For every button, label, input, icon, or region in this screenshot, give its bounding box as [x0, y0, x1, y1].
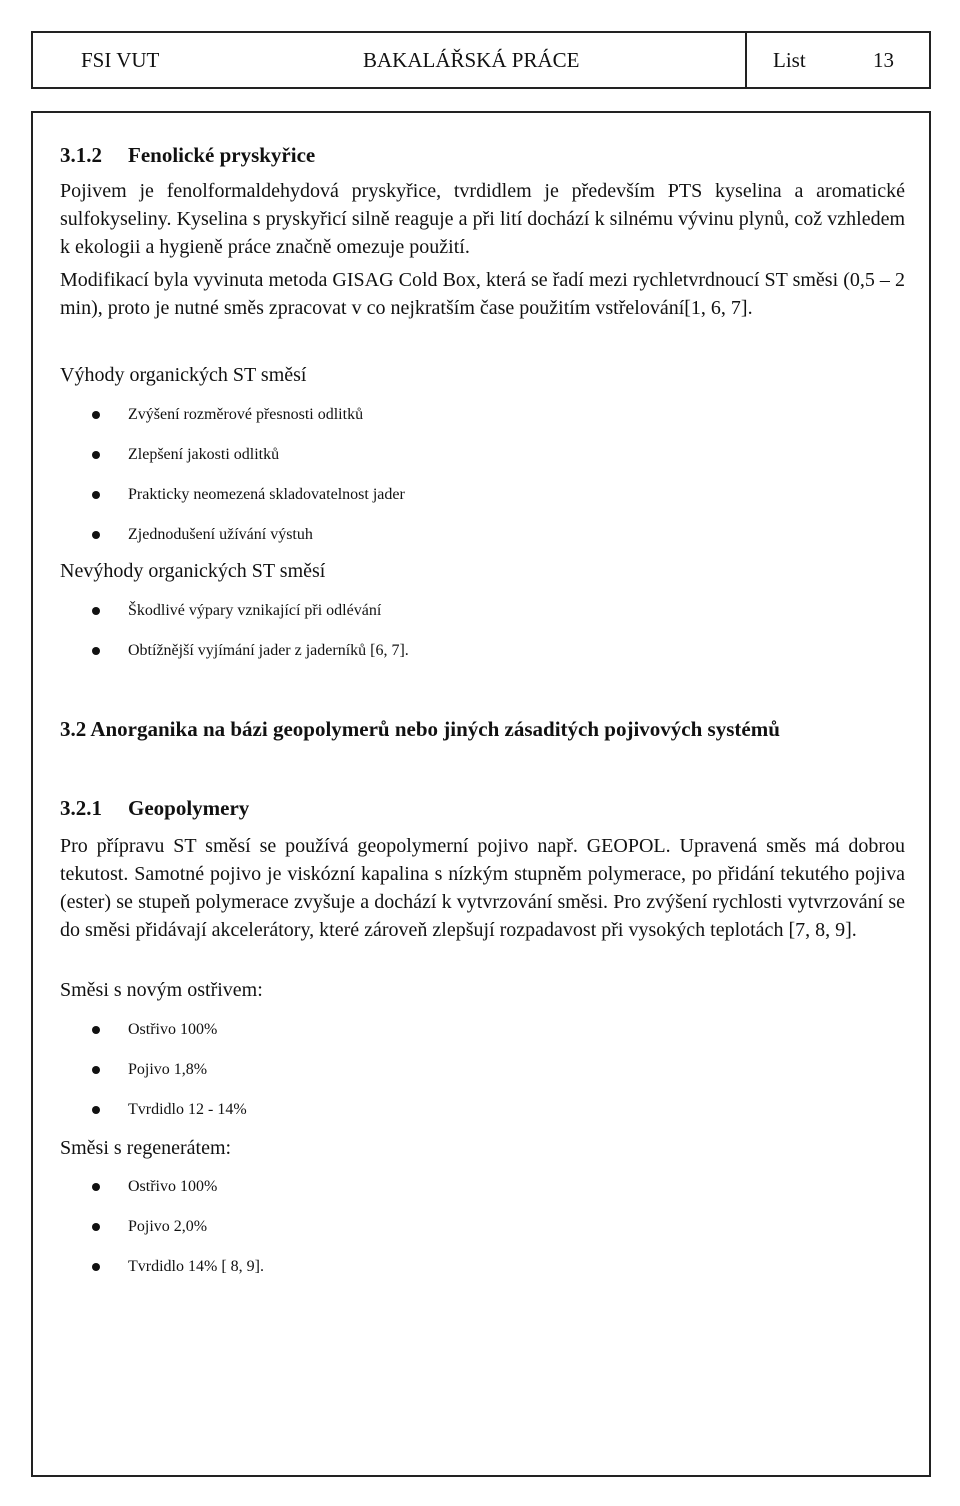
list-item: Prakticky neomezená skladovatelnost jader	[60, 475, 905, 515]
list-item: Pojivo 1,8%	[60, 1050, 905, 1090]
header-institution: FSI VUT	[81, 47, 160, 72]
new-sand-label: Směsi s novým ostřivem:	[60, 979, 263, 1001]
section-heading-3-2: 3.2 Anorganika na bázi geopolymerů nebo jiných zásaditých pojivových systémů	[60, 717, 780, 741]
list-item: Zlepšení jakosti odlitků	[60, 435, 905, 475]
list-item: Pojivo 2,0%	[60, 1207, 905, 1247]
list-item: Obtížnější vyjímání jader z jaderníků [6, 7].	[60, 631, 905, 671]
header-title: BAKALÁŘSKÁ PRÁCE	[363, 47, 580, 72]
list-item: Tvrdidlo 12 - 14%	[60, 1090, 905, 1130]
regenerate-list	[60, 1167, 905, 1287]
list-item: Zjednodušení užívání výstuh	[60, 515, 905, 555]
section-heading-3-1-2	[60, 141, 905, 169]
page-header	[31, 31, 931, 89]
disadvantages-list	[60, 591, 905, 671]
section-title: Geopolymery	[128, 796, 250, 820]
page-body	[31, 111, 931, 1477]
advantages-label: Výhody organických ST směsí	[60, 364, 307, 386]
list-item: Zvýšení rozměrové přesnosti odlitků	[60, 395, 905, 435]
header-divider	[745, 33, 747, 87]
section-number: 3.1.2	[60, 143, 102, 167]
list-item: Škodlivé výpary vznikající při odlévání	[60, 591, 905, 631]
list-item: Ostřivo 100%	[60, 1167, 905, 1207]
section-heading-3-2-1	[60, 794, 905, 822]
section-number: 3.2.1	[60, 796, 102, 820]
advantages-list	[60, 395, 905, 555]
paragraph-gisag: Modifikací byla vyvinuta metoda GISAG Cold Box, která se řadí mezi rychletvrdnoucí ST směsi (0,5 – 2 min), proto je nutné směs zpracovat v co nejkratším čase použitím vstřelování[1, 6, 7].	[60, 269, 905, 319]
new-sand-list	[60, 1010, 905, 1130]
header-sheet-number: 13	[873, 47, 894, 72]
paragraph-geopolymers: Pro přípravu ST směsí se používá geopolymerní pojivo např. GEOPOL. Upravená směs má dobrou tekutost. Samotné pojivo je viskózní kapalina s nízkým stupněm polymerace, po přidání tekutého pojiva (ester) se stupeň polymerace zvyšuje a dochází k vytvrzování směsi. Pro zvýšení rychlosti vytvrzování se do směsi přidávají akcelerátory, které zároveň zlepšují rozpadavost při vysokých teplotách [7, 8, 9].	[60, 835, 905, 941]
paragraph-phenolic: Pojivem je fenolformaldehydová pryskyřice, tvrdidlem je především PTS kyselina a aromatické sulfokyseliny. Kyselina s pryskyřicí silně reaguje a při lití dochází k silnému vývinu plynů, což vzhledem k ekologii a hygieně práce značně omezuje použití.	[60, 180, 905, 258]
regenerate-label: Směsi s regenerátem:	[60, 1137, 232, 1159]
list-item: Tvrdidlo 14% [ 8, 9].	[60, 1247, 905, 1287]
disadvantages-label: Nevýhody organických ST směsí	[60, 560, 326, 582]
section-title: Fenolické pryskyřice	[128, 143, 316, 167]
header-sheet-label: List	[773, 47, 806, 72]
list-item: Ostřivo 100%	[60, 1010, 905, 1050]
